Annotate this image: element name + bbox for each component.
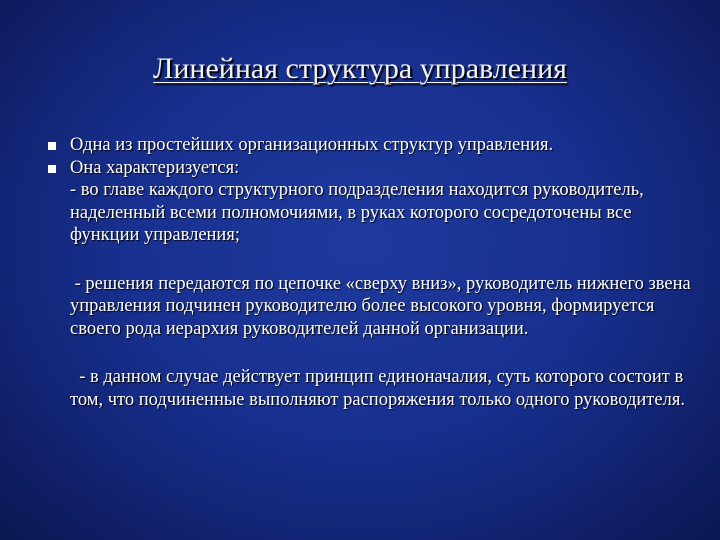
slide-body bbox=[48, 134, 698, 411]
square-bullet-icon bbox=[48, 142, 56, 150]
bullet-item bbox=[48, 134, 698, 157]
paragraph: - в данном случае действует принцип единоначалия, суть которого состоит в том, что подчиненные выполняют распоряжения только одного руководителя. bbox=[70, 367, 688, 410]
bullet-item bbox=[48, 157, 698, 180]
bullet-text: Одна из простейших организационных структур управления. bbox=[70, 135, 554, 155]
slide-title: Линейная структура управления bbox=[153, 52, 567, 85]
paragraph: - решения передаются по цепочке «сверху вниз», руководитель нижнего звена управления подчинен руководителю более высокого уровня, формируется своего рода иерархия руководителей данной организации. bbox=[70, 273, 696, 339]
square-bullet-icon bbox=[48, 165, 56, 173]
paragraph: - во главе каждого структурного подразделения находится руководитель, наделенный всеми полномочиями, в руках которого сосредоточены все функции управления; bbox=[70, 180, 649, 245]
bullet-text: Она характеризуется: bbox=[70, 157, 240, 178]
